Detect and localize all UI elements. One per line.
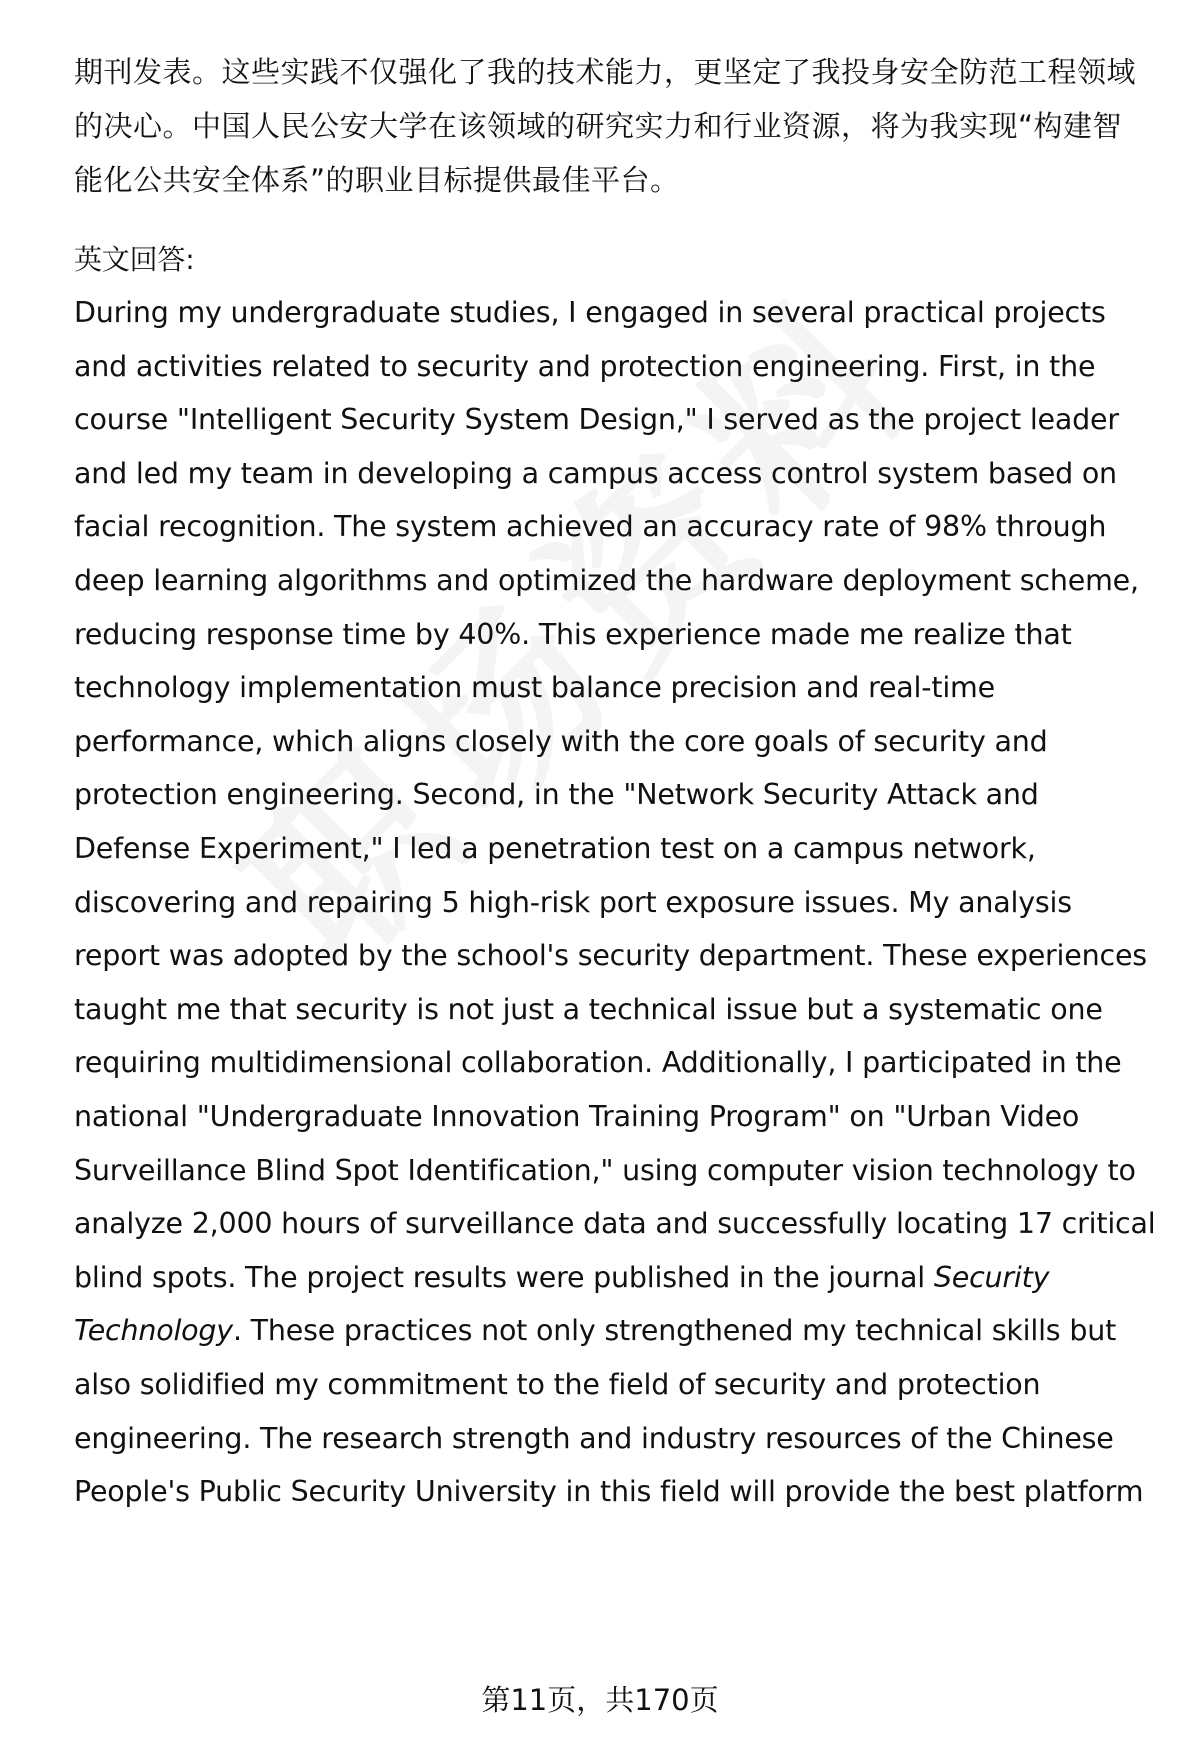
english-line: national "Undergraduate Innovation Training Program" on "Urban Video [74, 1100, 1080, 1133]
english-line: discovering and repairing 5 high-risk port exposure issues. My analysis [74, 885, 1072, 919]
journal-line-prefix: blind spots. The project results were published in the journal [74, 1260, 934, 1294]
chinese-line-2: 的决心。中国人民公安大学在该领域的研究实力和行业资源，将为我实现“构建智 [74, 109, 1123, 143]
english-line: People's Public Security University in this field will provide the best platform [74, 1475, 1144, 1509]
english-line-journal-continued [74, 1311, 1116, 1351]
english-line: requiring multidimensional collaboration. Additionally, I participated in the [74, 1046, 1122, 1080]
english-line: performance, which aligns closely with the core goals of security and [74, 724, 1048, 758]
english-line: Surveillance Blind Spot Identification," using computer vision technology to [74, 1153, 1136, 1187]
english-line: analyze 2,000 hours of surveillance data and successfully locating 17 critical [74, 1207, 1156, 1241]
english-line: protection engineering. Second, in the "Network Security Attack and [74, 778, 1039, 812]
english-line: and activities related to security and protection engineering. First, in the [74, 349, 1096, 383]
english-line: technology implementation must balance precision and real-time [74, 671, 995, 705]
journal-line-suffix: . These practices not only strengthened my technical skills but [232, 1314, 1117, 1348]
english-line: deep learning algorithms and optimized the hardware deployment scheme, [74, 564, 1139, 597]
chinese-line-1: 期刊发表。这些实践不仅强化了我的技术能力，更坚定了我投身安全防范工程领域 [74, 55, 1137, 89]
english-line: report was adopted by the school's security department. These experiences [74, 939, 1147, 973]
english-line: Defense Experiment," I led a penetration test on a campus network, [74, 832, 1036, 865]
english-line: also solidified my commitment to the field of security and protection [74, 1368, 1041, 1401]
page-indicator: 第11页，共170页 [481, 1683, 719, 1717]
english-line: and led my team in developing a campus access control system based on [74, 456, 1117, 490]
journal-name: Security [933, 1260, 1050, 1294]
english-line: taught me that security is not just a technical issue but a systematic one [74, 992, 1103, 1026]
english-line-journal [74, 1258, 1049, 1298]
english-line: reducing response time by 40%. This experience made me realize that [74, 617, 1072, 651]
english-line: facial recognition. The system achieved an accuracy rate of 98% through [74, 510, 1107, 544]
english-line: course "Intelligent Security System Design," I served as the project leader [74, 403, 1119, 437]
journal-name-continued: Technology [74, 1314, 233, 1348]
english-answer-heading: 英文回答: [74, 243, 195, 276]
chinese-line-3: 能化公共安全体系”的职业目标提供最佳平台。 [74, 163, 680, 197]
english-line: During my undergraduate studies, I engaged in several practical projects [74, 296, 1106, 329]
english-line: engineering. The research strength and industry resources of the Chinese [74, 1421, 1114, 1455]
